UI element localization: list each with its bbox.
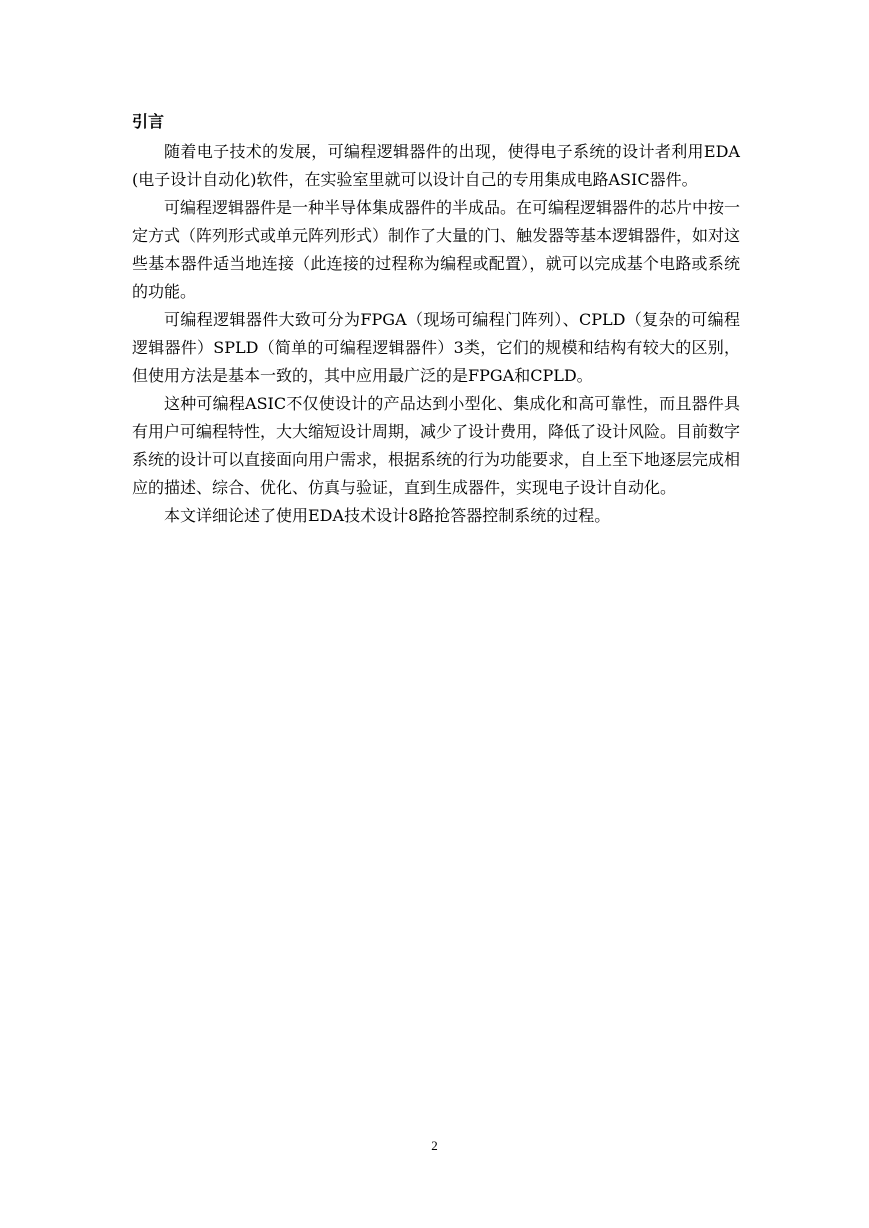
section-heading: 引言 <box>132 112 165 131</box>
paragraph-1: 随着电子技术的发展，可编程逻辑器件的出现，使得电子系统的设计者利用EDA(电子设计自动化)软件，在实验室里就可以设计自己的专用集成电路ASIC器件。 <box>132 142 740 189</box>
paragraph-3: 可编程逻辑器件大致可分为FPGA（现场可编程门阵列）、CPLD（复杂的可编程逻辑器件）SPLD（简单的可编程逻辑器件）3类，它们的规模和结构有较大的区别，但使用方法是基本一致的，其中应用最广泛的是FPGA和CPLD。 <box>132 310 740 385</box>
paragraph-2: 可编程逻辑器件是一种半导体集成器件的半成品。在可编程逻辑器件的芯片中按一定方式（阵列形式或单元阵列形式）制作了大量的门、触发器等基本逻辑器件，如对这些基本器件适当地连接（此连接的过程称为编程或配置），就可以完成基个电路或系统的功能。 <box>132 198 741 301</box>
page-content <box>132 110 740 530</box>
paragraph-5: 本文详细论述了使用EDA技术设计8路抢答器控制系统的过程。 <box>164 506 611 525</box>
page-number: 2 <box>431 1138 438 1153</box>
paragraph-4: 这种可编程ASIC不仅使设计的产品达到小型化、集成化和高可靠性，而且器件具有用户可编程特性，大大缩短设计周期，减少了设计费用，降低了设计风险。目前数字系统的设计可以直接面向用户需求，根据系统的行为功能要求，自上至下地逐层完成相应的描述、综合、优化、仿真与验证，直到生成器件，实现电子设计自动化。 <box>132 394 741 497</box>
